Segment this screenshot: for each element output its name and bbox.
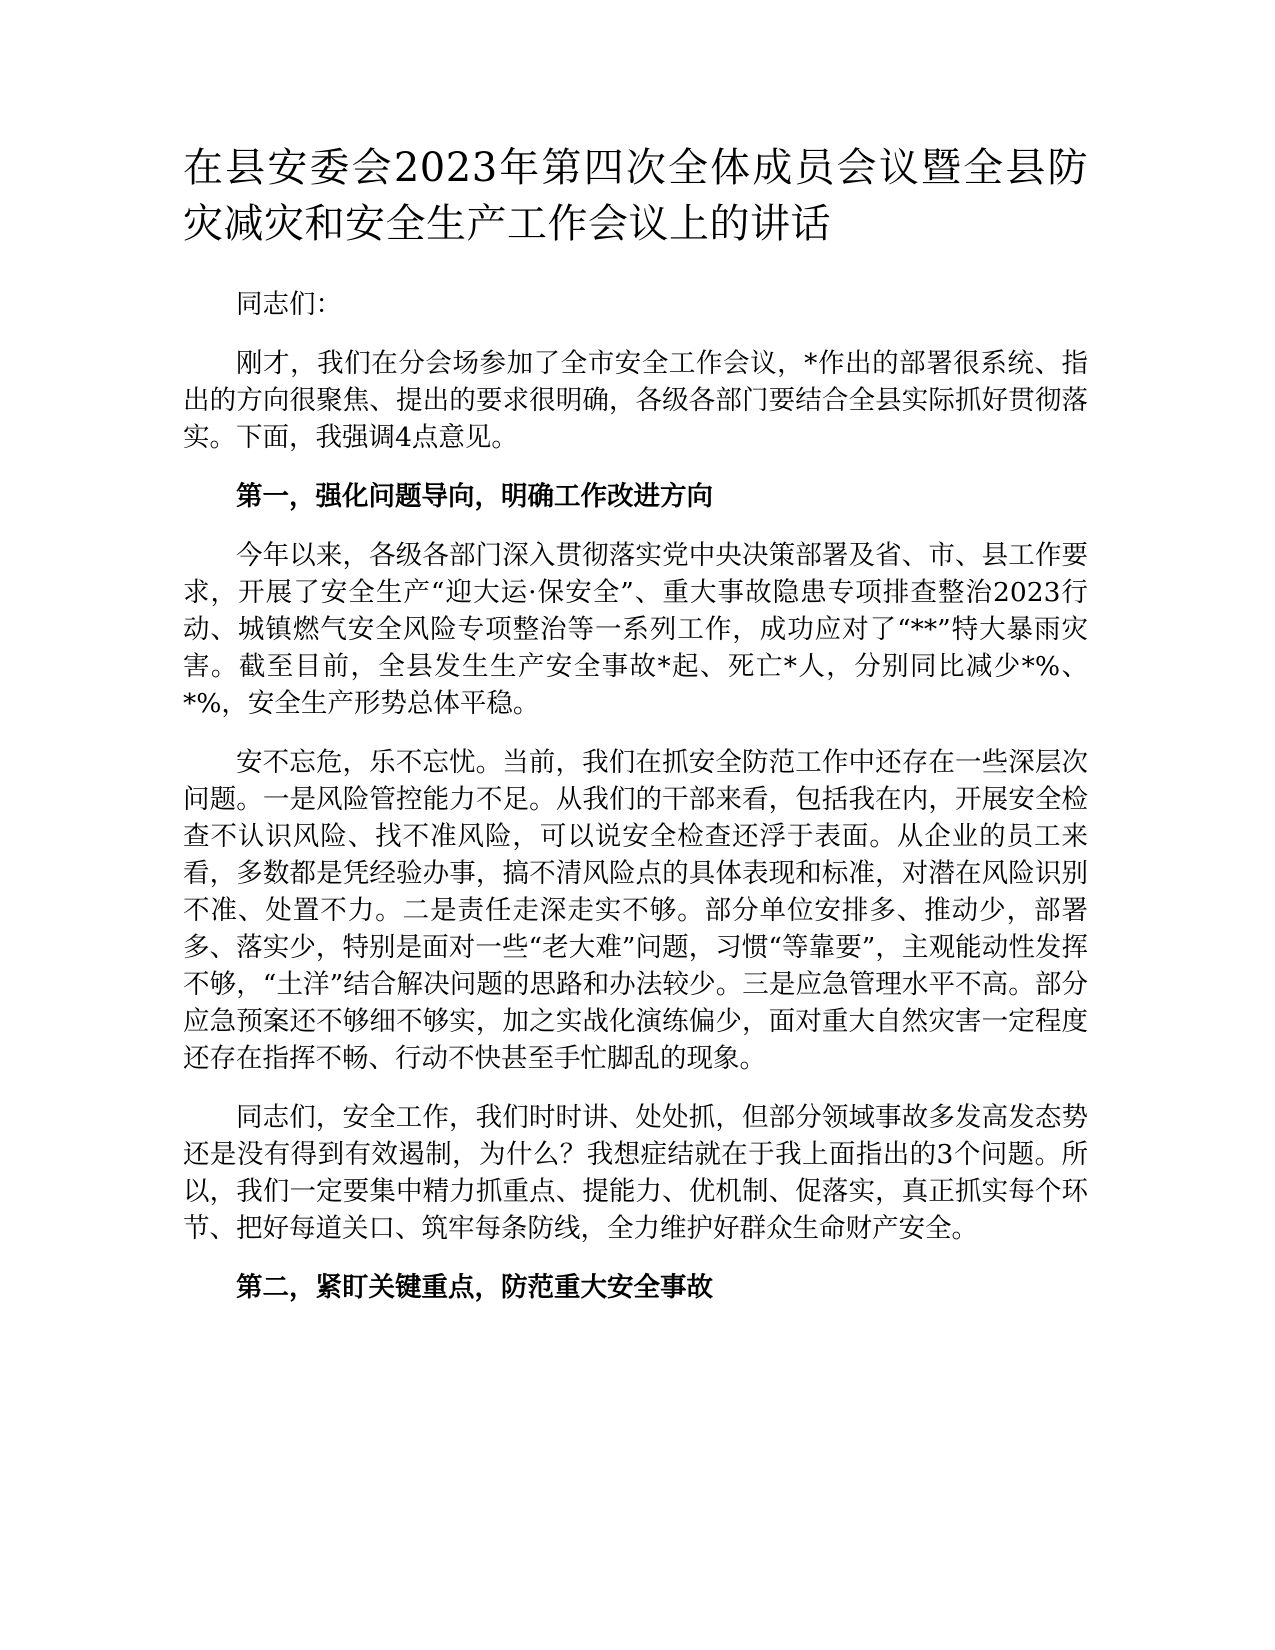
- document-title: 在县安委会2023年第四次全体成员会议暨全县防灾减灾和安全生产工作会议上的讲话: [183, 145, 1088, 247]
- paragraph-summary: 同志们，安全工作，我们时时讲、处处抓，但部分领域事故多发高发态势还是没有得到有效遏制，为什么？我想症结就在于我上面指出的3个问题。所以，我们一定要集中精力抓重点、提能力、优机制、促落实，真正抓实每个环节、把好每道关口、筑牢每条防线，全力维护好群众生命财产安全。: [183, 1102, 1088, 1244]
- section-heading-1: 第一，强化问题导向，明确工作改进方向: [236, 481, 713, 512]
- paragraph-problems: 安不忘危，乐不忘忧。当前，我们在抓安全防范工作中还存在一些深层次问题。一是风险管控能力不足。从我们的干部来看，包括我在内，开展安全检查不认识风险、找不准风险，可以说安全检查还浮于表面。从企业的员工来看，多数都是凭经验办事，搞不清风险点的具体表现和标准，对潜在风险识别不准、处置不力。二是责任走深走实不够。部分单位安排多、推动少，部署多、落实少，特别是面对一些“老大难”问题，习惯“等靠要”，主观能动性发挥不够，“土洋”结合解决问题的思路和办法较少。三是应急管理水平不高。部分应急预案还不够细不够实，加之实战化演练偏少，面对重大自然灾害一定程度还存在指挥不畅、行动不快甚至手忙脚乱的现象。: [183, 747, 1088, 1074]
- section-heading-2: 第二，紧盯关键重点，防范重大安全事故: [236, 1272, 713, 1303]
- document-page: [183, 140, 1088, 1328]
- salutation: 同志们：: [236, 289, 342, 320]
- paragraph-progress: 今年以来，各级各部门深入贯彻落实党中央决策部署及省、市、县工作要求，开展了安全生产“迎大运·保安全”、重大事故隐患专项排查整治2023行动、城镇燃气安全风险专项整治等一系列工作，成功应对了“**”特大暴雨灾害。截至目前，全县发生生产安全事故*起、死亡*人，分别同比减少*%、*%，安全生产形势总体平稳。: [183, 540, 1088, 719]
- paragraph-intro: 刚才，我们在分会场参加了全市安全工作会议，*作出的部署很系统、指出的方向很聚焦、提出的要求很明确，各级各部门要结合全县实际抓好贯彻落实。下面，我强调4点意见。: [183, 348, 1088, 453]
